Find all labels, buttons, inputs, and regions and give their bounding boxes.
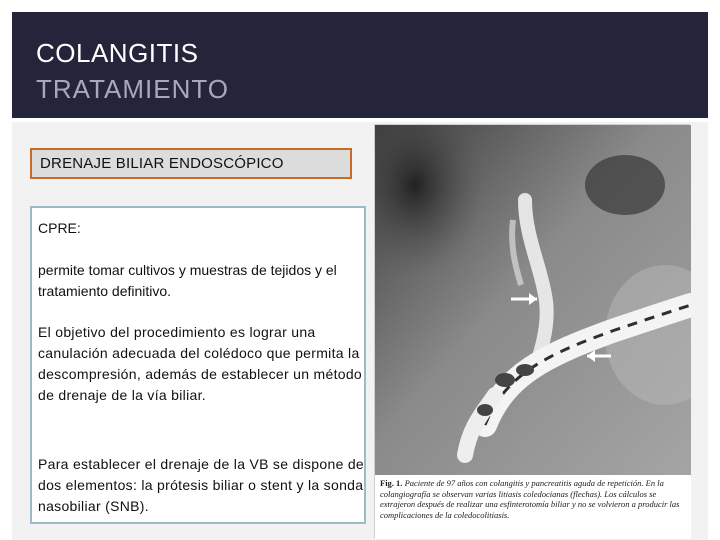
slide-subtitle: TRATAMIENTO: [36, 74, 229, 104]
figure-caption: [380, 478, 688, 520]
section-heading: DRENAJE BILIAR ENDOSCÓPICO: [40, 155, 284, 172]
slide-title: COLANGITIS: [36, 38, 199, 68]
caption-label: Fig. 1.: [380, 478, 403, 488]
paragraph-2: El objetivo del procedimiento es lograr una canulación adecuada del colédoco que permita la descompresión, además de establecer un método de drenaje de la vía biliar.: [38, 324, 363, 403]
cholangiography-image: [374, 124, 690, 538]
title-bar: [12, 12, 708, 118]
caption-text: Paciente de 97 años con colangitis y pancreatitis aguda de repetición. En la colangiografía se observan varias litiasis coledocianas (flechas). Los cálculos se extrajeron después de realizar una esfinterotomía biliar y no se volvieron a producir las complicaciones de la coledocolitiasis.: [380, 478, 680, 520]
cpre-label: CPRE:: [38, 220, 81, 236]
paragraph-1: permite tomar cultivos y muestras de tejidos y el tratamiento definitivo.: [38, 262, 337, 299]
paragraph-3: Para establecer el drenaje de la VB se dispone de dos elementos: la prótesis biliar o stent y la sonda nasobiliar (SNB).: [38, 456, 365, 514]
xray-graphic: [375, 125, 691, 539]
body-text-box: [30, 206, 366, 524]
section-heading-box: [30, 148, 352, 179]
